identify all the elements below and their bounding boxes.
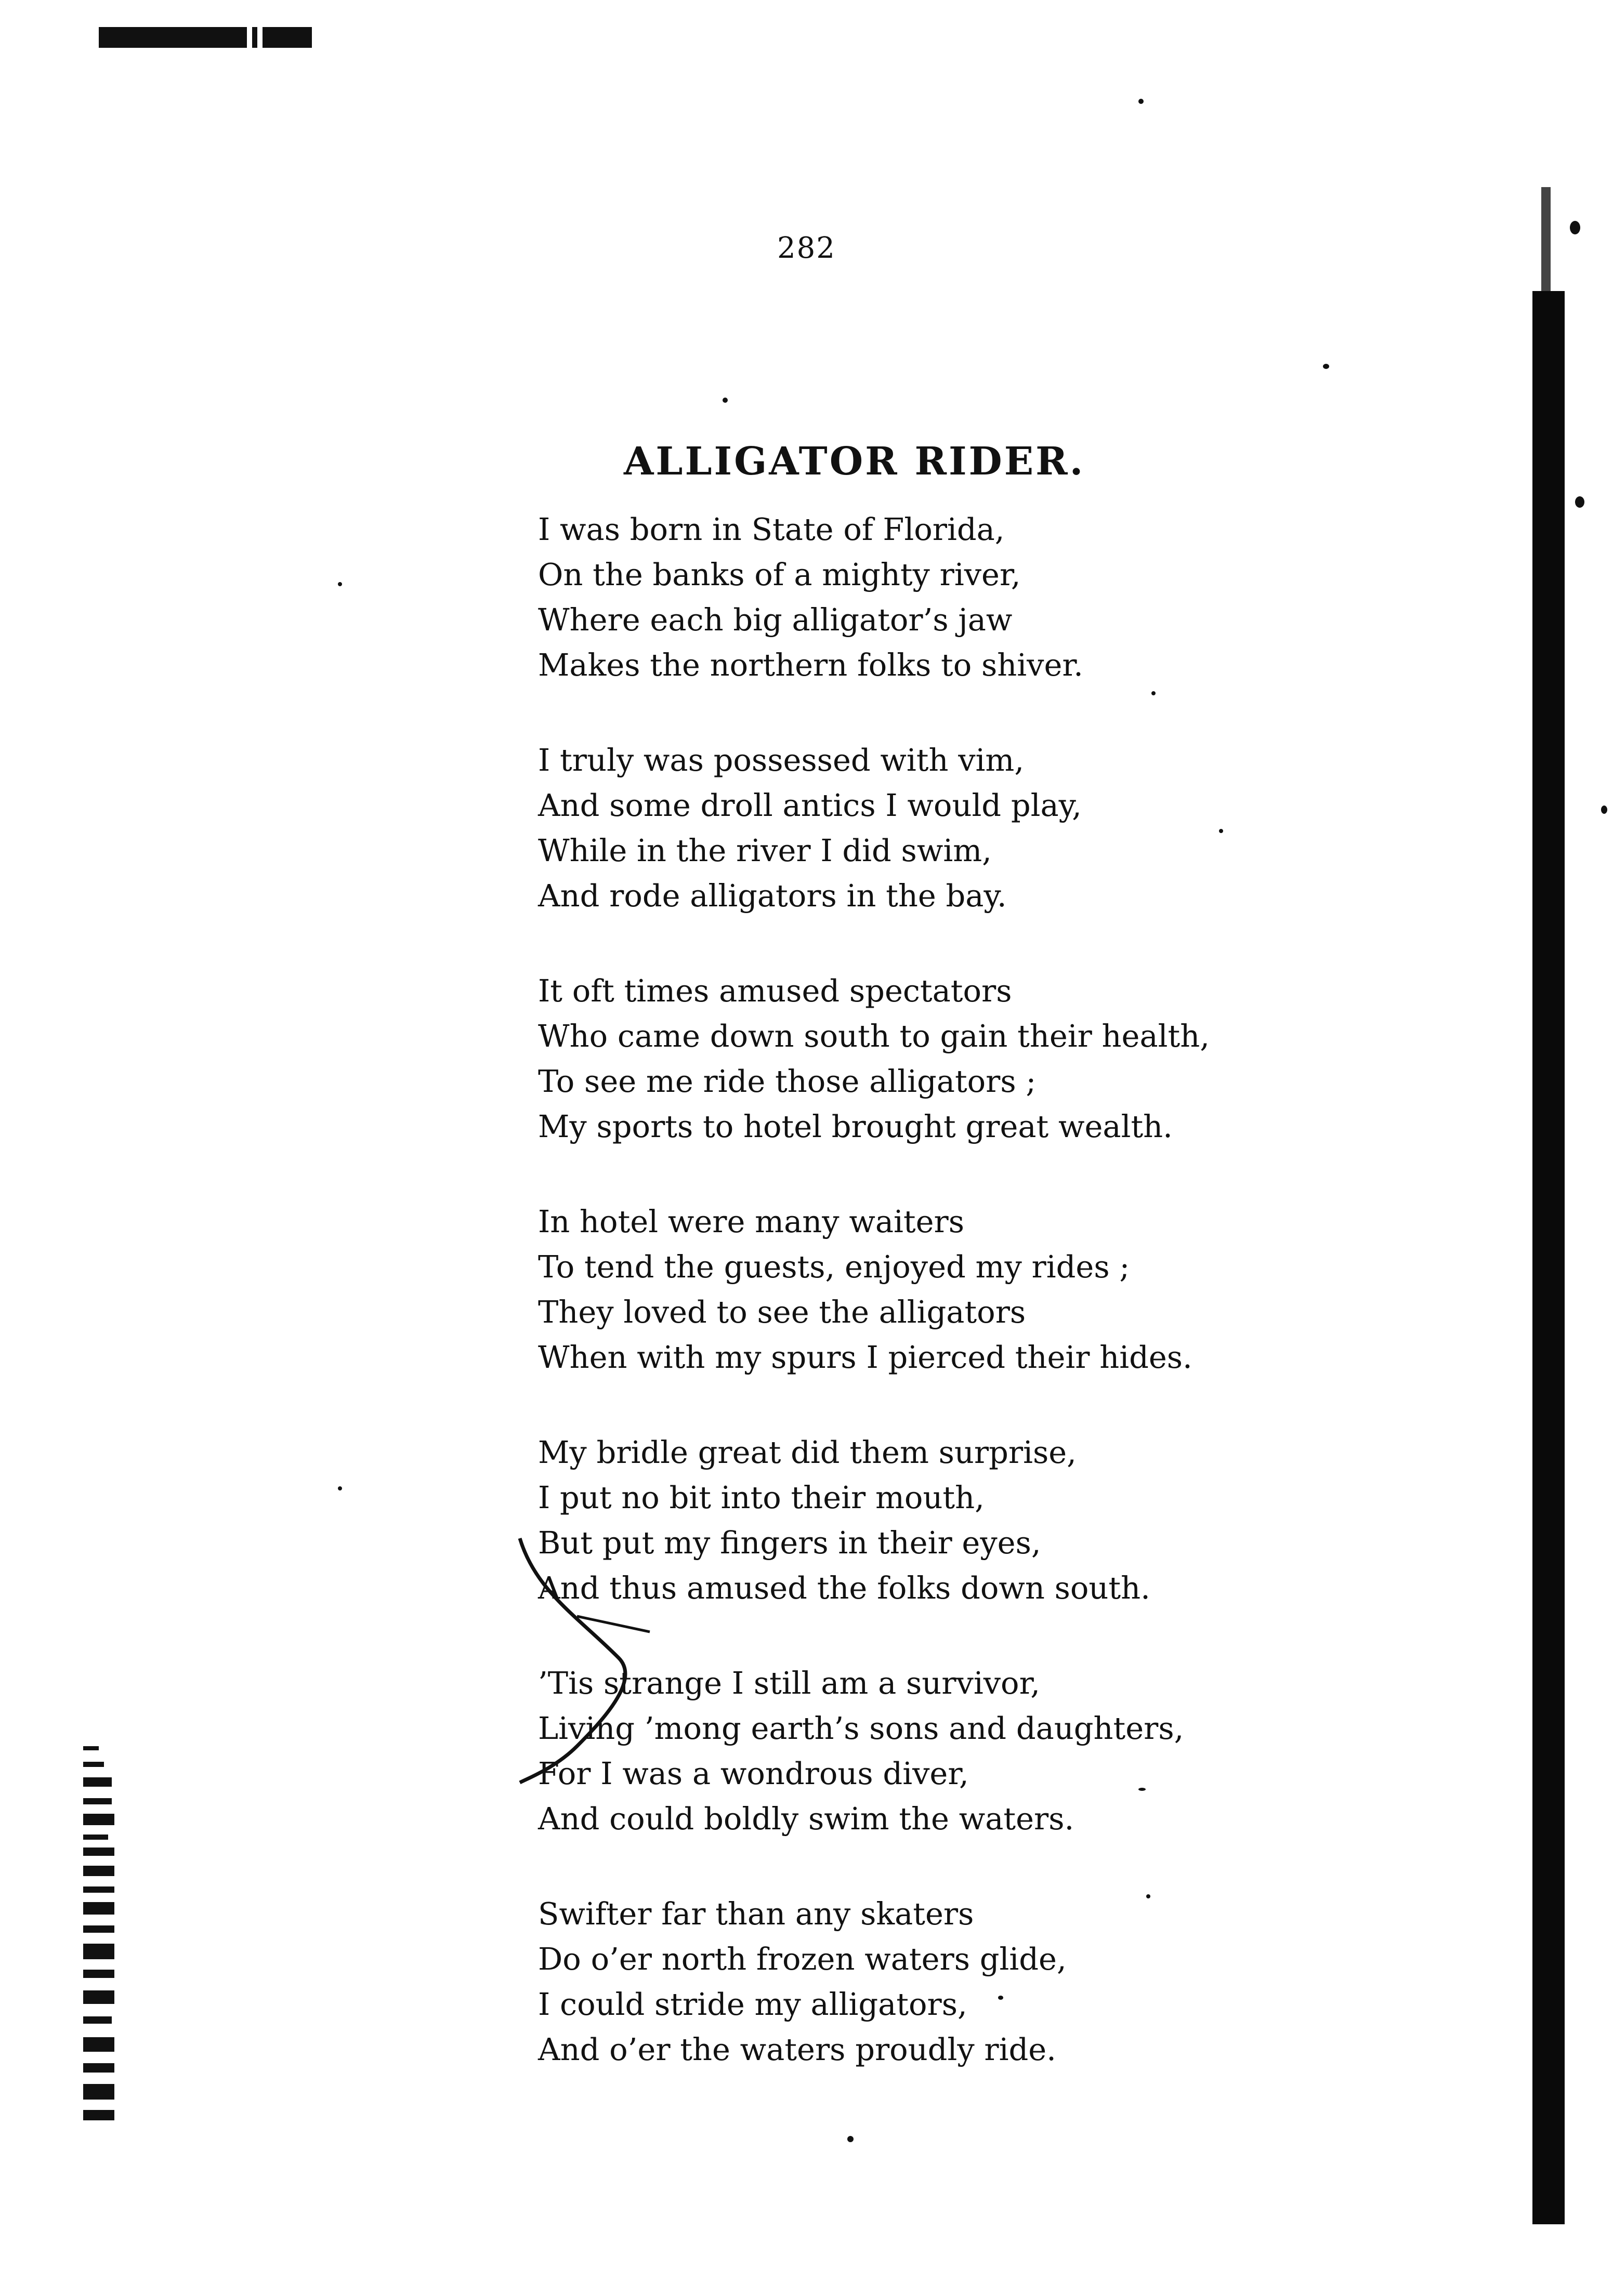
scan-speck [998,1996,1003,2000]
scan-speck [1575,496,1584,508]
scan-speck [1138,1788,1146,1791]
poem-line: I truly was possessed with vim, [538,742,1025,778]
poem-line: And some droll antics I would play, [538,787,1082,823]
scan-speck [1570,221,1580,234]
stanza [538,1891,1266,2072]
poem-line: When with my spurs I pierced their hides. [538,1339,1192,1375]
poem-body [538,507,1266,2122]
pen-annotation-mark [515,1528,702,1788]
scan-speck [338,1486,342,1490]
poem-line: In hotel were many waiters [538,1204,964,1239]
poem-line: Who came down south to gain their health, [538,1018,1210,1054]
scan-speck [1146,1894,1150,1898]
scan-speck [847,2136,854,2142]
scan-speck [1323,364,1329,369]
poem-line: My bridle great did them surprise, [538,1434,1077,1470]
poem-line: It oft times amused spectators [538,973,1012,1009]
poem-line: Makes the northern folks to shiver. [538,647,1083,683]
poem-line: They loved to see the alligators [538,1294,1026,1330]
scan-bar-gap [247,27,252,48]
scan-speck [1151,691,1156,695]
scan-bar-top [99,27,312,48]
scan-edge-binding [1532,291,1565,2224]
poem-line: On the banks of a mighty river, [538,557,1021,592]
poem-line: My sports to hotel brought great wealth. [538,1109,1173,1144]
poem-line: ’Tis strange I still am a survivor, [538,1665,1041,1701]
poem-line: I was born in State of Florida, [538,511,1005,547]
poem-line: For I was a wondrous diver, [538,1756,969,1791]
scan-barcode-marks [83,1746,125,2131]
poem-line: And thus amused the folks down south. [538,1570,1150,1606]
poem-line: And could boldly swim the waters. [538,1801,1074,1837]
scan-speck [1601,806,1607,814]
stanza [538,968,1266,1149]
stanza [538,507,1266,688]
poem-line: Where each big alligator’s jaw [538,602,1013,638]
poem-line: And o’er the waters proudly ride. [538,2031,1056,2067]
poem-line: To tend the guests, enjoyed my rides ; [538,1249,1130,1285]
poem-line: Do o’er north frozen waters glide, [538,1941,1067,1977]
scan-speck [1138,99,1144,104]
scan-speck [338,582,342,586]
poem-line: And rode alligators in the bay. [538,878,1007,914]
poem-line: Living ’mong earth’s sons and daughters, [538,1710,1184,1746]
poem-line: But put my fingers in their eyes, [538,1525,1041,1561]
stanza [538,1199,1266,1380]
poem-title: ALLIGATOR RIDER. [624,439,1085,484]
page-number-text: 282 [777,231,836,265]
scan-bar-gap [257,27,263,48]
scan-bottom-noise [120,2235,1523,2266]
stanza [538,737,1266,918]
scan-speck [1219,829,1223,833]
poem-line: I put no bit into their mouth, [538,1480,985,1515]
poem-line: While in the river I did swim, [538,833,992,868]
poem-line: I could stride my alligators, [538,1986,967,2022]
page-number [0,231,1613,265]
poem-line: To see me ride those alligators ; [538,1063,1037,1099]
poem-line: Swifter far than any skaters [538,1896,974,1932]
scan-speck [723,398,728,403]
